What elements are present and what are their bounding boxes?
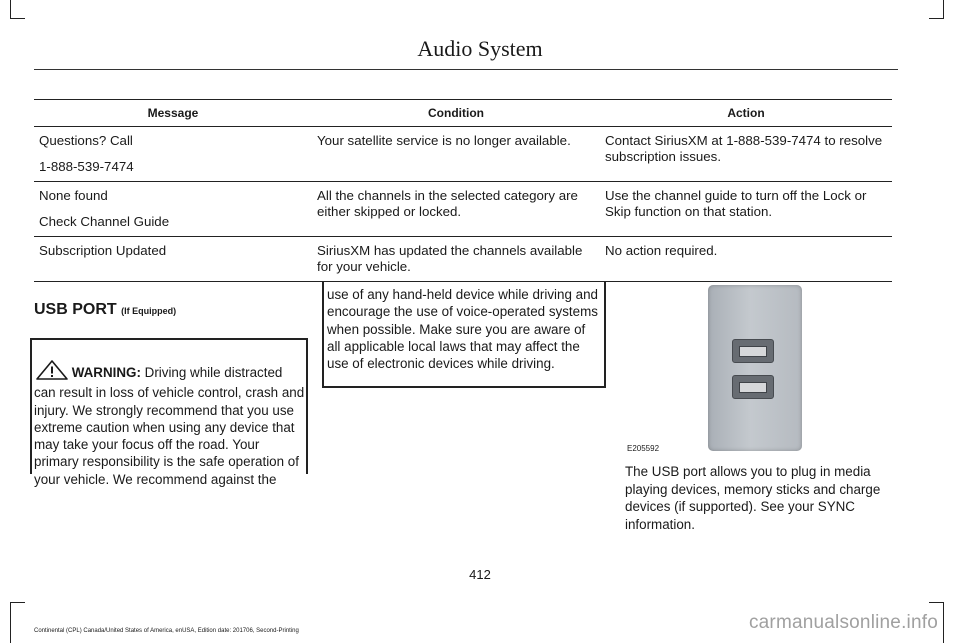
- title-rule: [34, 69, 898, 70]
- crop-mark-top-left: [10, 0, 25, 19]
- edition-footer: Continental (CPL) Canada/United States of America, enUSA, Edition date: 201706, Second-Printing: [34, 628, 299, 634]
- usb-port-icon: [732, 339, 774, 363]
- message-line: Subscription Updated: [39, 243, 167, 258]
- message-line: 1-888-539-7474: [39, 159, 134, 174]
- column-header-condition: Condition: [312, 100, 600, 127]
- condition-cell: Your satellite service is no longer available.: [312, 127, 600, 182]
- warning-text: Driving while distracted can result in loss of vehicle control, crash and injury. We strongly recommend that you use extreme caution when using any device that may take your focus off the road. Your primary responsibility is the safe operation of your vehicle. We recommend against the: [34, 365, 305, 487]
- message-line: None found: [39, 188, 108, 203]
- message-cell: [34, 127, 312, 182]
- warning-box: [30, 338, 308, 487]
- warning-label: WARNING:: [71, 365, 141, 380]
- usb-panel: [708, 285, 802, 451]
- page-number: 412: [469, 567, 491, 582]
- message-table: [34, 99, 892, 282]
- table-row: [34, 237, 892, 282]
- warning-text-continued: use of any hand-held device while driving and encourage the use of voice-operated systems when possible. Make sure you are aware of all applicable local laws that may affect the use of electronic devices while driving.: [327, 287, 598, 372]
- condition-cell: SiriusXM has updated the channels available for your vehicle.: [312, 237, 600, 282]
- message-cell: [34, 182, 312, 237]
- message-line: Questions? Call: [39, 133, 133, 148]
- message-line: Check Channel Guide: [39, 214, 170, 229]
- section-title-usb-port: [34, 301, 176, 319]
- warning-triangle-icon: [36, 360, 68, 384]
- crop-mark-top-right: [929, 0, 944, 19]
- condition-cell: All the channels in the selected category are either skipped or locked.: [312, 182, 600, 237]
- table-row: [34, 182, 892, 237]
- watermark: carmanualsonline.info: [748, 612, 938, 633]
- table-row: [34, 127, 892, 182]
- action-cell: No action required.: [600, 237, 892, 282]
- page-title: Audio System: [417, 36, 543, 61]
- warning-box-continued: [322, 282, 606, 388]
- usb-port-icon: [732, 375, 774, 399]
- table-header-row: [34, 100, 892, 127]
- figure-id: E205592: [627, 444, 660, 453]
- column-header-action: Action: [600, 100, 892, 127]
- usb-port-illustration: [622, 282, 894, 456]
- usb-description: The USB port allows you to plug in media playing devices, memory sticks and charge devices (if supported). See your SYNC information.: [625, 464, 881, 532]
- column-header-message: Message: [34, 100, 312, 127]
- crop-mark-bottom-left: [10, 602, 25, 643]
- section-title-text: USB PORT: [34, 301, 117, 318]
- message-cell: [34, 237, 312, 282]
- action-cell: Use the channel guide to turn off the Lock or Skip function on that station.: [600, 182, 892, 237]
- section-title-suffix: (If Equipped): [121, 306, 177, 316]
- action-cell: Contact SiriusXM at 1-888-539-7474 to resolve subscription issues.: [600, 127, 892, 182]
